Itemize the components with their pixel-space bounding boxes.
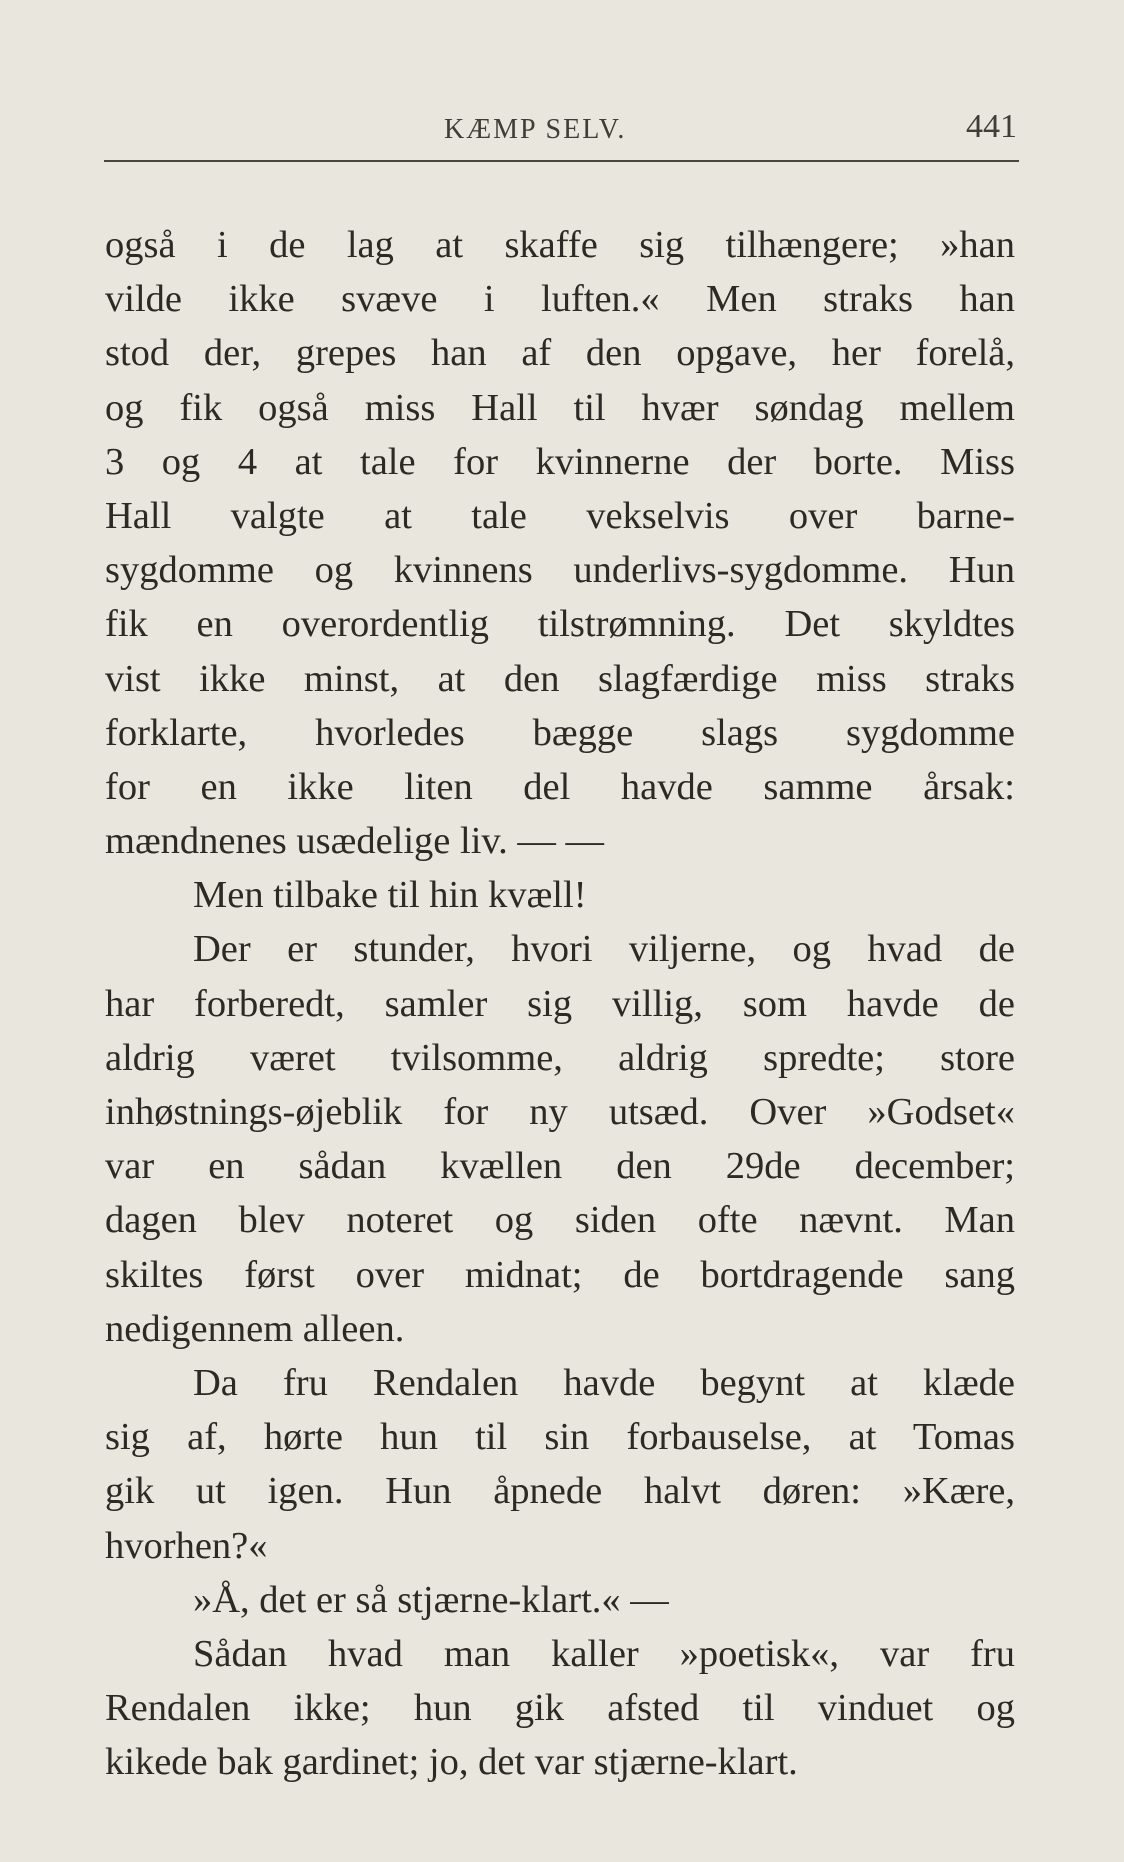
text-line: inhøstnings-øjeblik for ny utsæd. Over »Godset« xyxy=(105,1091,1015,1133)
running-title: KÆMP SELV. xyxy=(444,114,627,145)
text-line: og fik også miss Hall til hvær søndag mellem xyxy=(105,386,1015,429)
header-rule xyxy=(104,160,1019,162)
text-line: sig af, hørte hun til sin forbauselse, at Tomas xyxy=(105,1416,1015,1459)
text-line: Der er stunder, hvori viljerne, og hvad de xyxy=(193,928,1015,971)
text-line: Men tilbake til hin kvæll! xyxy=(193,874,587,917)
text-line: Sådan hvad man kaller »poetisk«, var fru xyxy=(193,1632,1015,1675)
text-line: Da fru Rendalen havde begynt at klæde xyxy=(193,1361,1015,1404)
text-line: vist ikke minst, at den slagfærdige miss straks xyxy=(105,657,1015,700)
text-line: skiltes først over midnat; de bortdragende sang xyxy=(105,1253,1015,1296)
text-line: aldrig været tvilsomme, aldrig spredte; store xyxy=(105,1036,1015,1079)
text-line: dagen blev noteret og siden ofte nævnt. Man xyxy=(105,1199,1015,1242)
text-line: forklarte, hvorledes bægge slags sygdomme xyxy=(105,711,1015,754)
text-line: 3 og 4 at tale for kvinnerne der borte. Miss xyxy=(105,440,1015,483)
text-line: sygdomme og kvinnens underlivs-sygdomme. Hun xyxy=(105,549,1015,592)
text-line: også i de lag at skaffe sig tilhængere; »han xyxy=(105,224,1015,266)
text-line: stod der, grepes han af den opgave, her forelå, xyxy=(105,332,1015,375)
text-line: var en sådan kvællen den 29de december; xyxy=(105,1145,1015,1188)
text-line: Hall valgte at tale vekselvis over barne- xyxy=(105,494,1015,537)
text-line: har forberedt, samler sig villig, som havde de xyxy=(105,982,1015,1025)
text-line: fik en overordentlig tilstrømning. Det skyldtes xyxy=(105,603,1015,646)
running-head xyxy=(104,104,1019,152)
text-line: for en ikke liten del havde samme årsak: xyxy=(105,765,1015,808)
text-line: hvorhen?« xyxy=(105,1524,268,1567)
text-line: Rendalen ikke; hun gik afsted til vinduet og xyxy=(105,1687,1015,1730)
text-line: gik ut igen. Hun åpnede halvt døren: »Kære, xyxy=(105,1470,1015,1513)
text-line: kikede bak gardinet; jo, det var stjærne-klart. xyxy=(105,1741,798,1784)
text-line: vilde ikke svæve i luften.« Men straks han xyxy=(105,278,1015,321)
text-line: »Å, det er så stjærne-klart.« — xyxy=(193,1578,669,1621)
text-line: mændnenes usædelige liv. — — xyxy=(105,820,605,863)
text-line: nedigennem alleen. xyxy=(105,1307,405,1350)
body-text xyxy=(105,218,1015,1789)
page-number: 441 xyxy=(966,108,1017,145)
